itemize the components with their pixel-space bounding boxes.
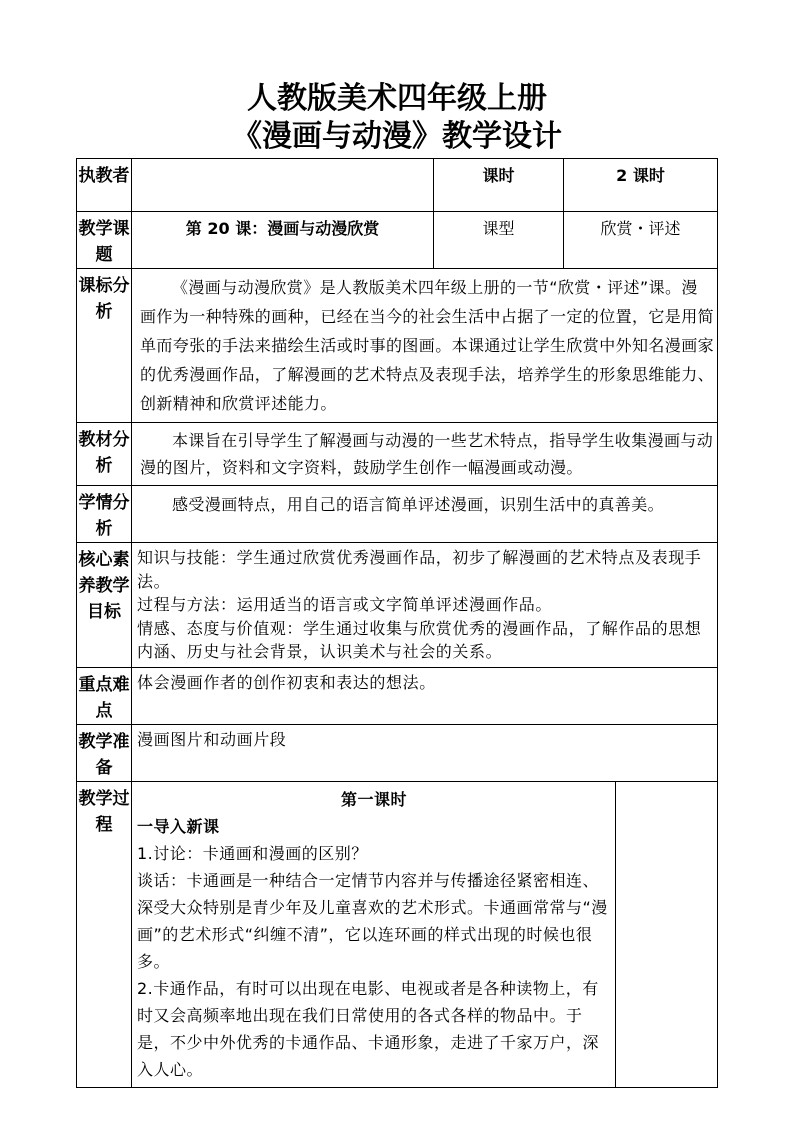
process-paragraph-1: 1.讨论：卡通画和漫画的区别？	[137, 843, 368, 863]
table-row-learner	[77, 486, 718, 543]
preparation-text: 漫画图片和动画片段	[132, 724, 718, 781]
standard-label: 课标分析	[77, 269, 132, 423]
teacher-value	[132, 159, 434, 212]
learner-label: 学情分析	[77, 486, 132, 543]
textbook-label: 教材分析	[77, 423, 132, 486]
goals-cell	[132, 543, 718, 668]
type-value: 欣赏・评述	[564, 212, 718, 269]
teacher-label: 执教者	[77, 159, 132, 212]
process-content	[132, 781, 616, 1087]
period-label: 课时	[434, 159, 564, 212]
process-paragraph-3: 2.卡通作品，有时可以出现在电影、电视或者是各种读物上，有时又会高频率地出现在我们日常使用的各式各样的物品中。于是，不少中外优秀的卡通作品、卡通形象，走进了千家万户，深入人心。	[137, 978, 600, 1079]
lesson-title: 第一课时	[340, 789, 407, 809]
document-subtitle: 《漫画与动漫》教学设计	[232, 119, 562, 154]
process-paragraph-2: 谈话：卡通画是一种结合一定情节内容并与传播途径紧密相连、深受大众特别是青少年及儿童喜欢的艺术形式。卡通画常常与“漫画”的艺术形式“纠缠不清”，它以连环画的样式出现的时候也很多。	[137, 870, 608, 971]
goal-process: 过程与方法：运用适当的语言或文字简单评述漫画作品。	[137, 595, 553, 614]
section-heading: 一导入新课	[137, 816, 220, 836]
keypoints-text: 体会漫画作者的创作初衷和表达的想法。	[132, 667, 718, 724]
document-title: 人教版美术四年级上册	[247, 81, 547, 116]
goal-emotion: 情感、态度与价值观：学生通过收集与欣赏优秀的漫画作品，了解作品的思想内涵、历史与社会背景，认识美术与社会的关系。	[137, 618, 702, 661]
period-value: 2 课时	[564, 159, 718, 212]
topic-value: 第 20 课：漫画与动漫欣赏	[132, 212, 434, 269]
preparation-label: 教学准备	[77, 724, 132, 781]
table-row-teacher	[77, 159, 718, 212]
table-row-process	[77, 781, 718, 1087]
table-row-preparation	[77, 724, 718, 781]
textbook-text: 本课旨在引导学生了解漫画与动漫的一些艺术特点，指导学生收集漫画与动漫的图片，资料和文字资料，鼓励学生创作一幅漫画或动漫。	[132, 423, 718, 486]
process-label: 教学过程	[77, 781, 132, 1087]
table-row-keypoints	[77, 667, 718, 724]
table-row-standard	[77, 269, 718, 423]
topic-label: 教学课题	[77, 212, 132, 269]
table-row-textbook	[77, 423, 718, 486]
process-notes-column	[616, 781, 718, 1087]
standard-text: 《漫画与动漫欣赏》是人教版美术四年级上册的一节“欣赏・评述”课。漫画作为一种特殊的画种，已经在当今的社会生活中占据了一定的位置，它是用简单而夸张的手法来描绘生活或时事的图画。本课通过让学生欣赏中外知名漫画家的优秀漫画作品，了解漫画的艺术特点及表现手法，培养学生的形象思维能力、创新精神和欣赏评述能力。	[132, 269, 718, 423]
learner-text: 感受漫画特点，用自己的语言简单评述漫画，识别生活中的真善美。	[132, 486, 718, 543]
table-row-topic	[77, 212, 718, 269]
table-row-goals	[77, 543, 718, 668]
type-label: 课型	[434, 212, 564, 269]
goals-label: 核心素养教学目标	[77, 543, 132, 668]
goal-knowledge: 知识与技能：学生通过欣赏优秀漫画作品，初步了解漫画的艺术特点及表现手法。	[137, 548, 702, 591]
lesson-plan-table	[76, 158, 718, 1088]
keypoints-label: 重点难点	[77, 667, 132, 724]
